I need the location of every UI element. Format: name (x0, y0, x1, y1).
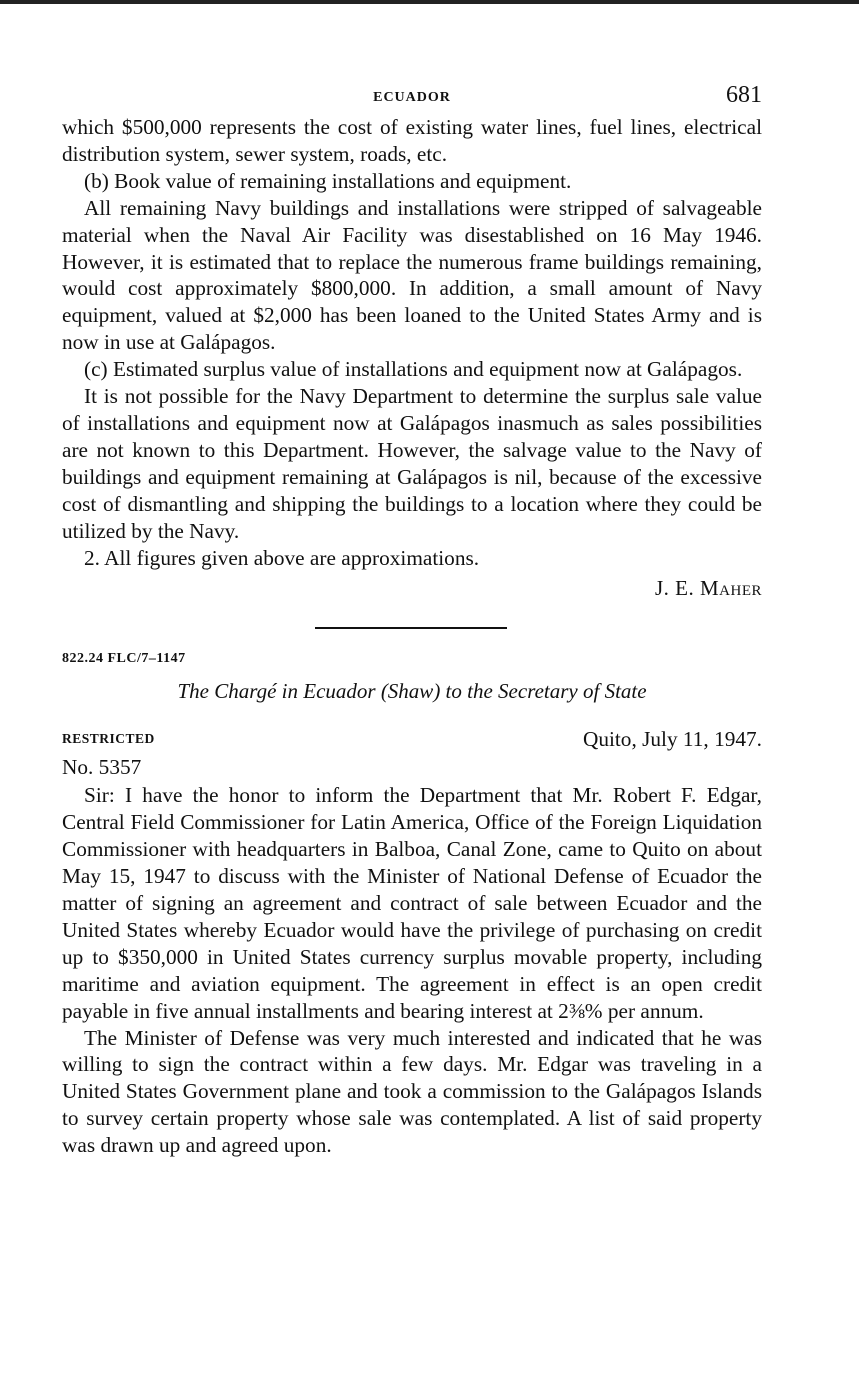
item-b: (b) Book value of remaining installations and equipment. (84, 168, 572, 193)
classification-label: RESTRICTED (62, 731, 155, 747)
section-divider (315, 627, 507, 629)
top-border-line (0, 0, 859, 4)
document-page (62, 80, 762, 1159)
paragraph-surplus-value: It is not possible for the Navy Department to determine the surplus sale value of installations and equipment now at Galápagos inasmuch as sales possibilities are not known to this Department. However, the salvage value to the Navy of buildings and equipment remaining at Galápagos is nil, because of the excessive cost of dismantling and shipping the buildings to a location where they could be utilized by the Navy. (62, 384, 762, 543)
signature-maher: J. E. Maher (654, 576, 762, 601)
document-number: No. 5357 (62, 755, 142, 780)
page-header (62, 80, 762, 114)
running-head: ECUADOR (373, 90, 451, 105)
dateline: Quito, July 11, 1947. (582, 727, 762, 752)
paragraph-sir: Sir: I have the honor to inform the Department that Mr. Robert F. Edgar, Central Field Commissioner for Latin America, Office of the Foreign Liquidation Commissioner with headquarters in Balboa, Canal Zone, came to Quito on about May 15, 1947 to discuss with the Minister of National Defense of Ecuador the matter of signing an agreement and contract of sale between Ecuador and the United States whereby Ecuador would have the privilege of purchasing on credit up to $350,000 in United States currency surplus movable property, including maritime and aviation equipment. The agreement in effect is an open credit payable in five annual installments and bearing interest at 2⅜% per annum. (62, 783, 762, 1023)
paragraph-minister: The Minister of Defense was very much interested and indicated that he was willing to sign the contract within a few days. Mr. Edgar was traveling in a United States Government plane and took a commission to the Galápagos Islands to survey certain property whose sale was contemplated. A list of said property was drawn up and agreed upon. (62, 1025, 762, 1158)
paragraph-continuation: which $500,000 represents the cost of existing water lines, fuel lines, electrical distribution system, sewer system, roads, etc. (62, 115, 762, 166)
item-2: 2. All figures given above are approximations. (84, 545, 480, 570)
page-number: 681 (726, 82, 762, 108)
item-c: (c) Estimated surplus value of installations and equipment now at Galápagos. (84, 357, 743, 382)
file-number: 822.24 FLC/7–1147 (62, 651, 186, 667)
paragraph-navy-buildings: All remaining Navy buildings and installations were stripped of salvageable material when the Naval Air Facility was disestablished on 16 May 1946. However, it is estimated that to replace the numerous frame buildings remaining, would cost approximately $800,000. In addition, a small amount of Navy equipment, valued at $2,000 has been loaned to the United States Army and is now in use at Galápagos. (62, 195, 762, 355)
dateline-row (62, 727, 762, 754)
document-title: The Chargé in Ecuador (Shaw) to the Secretary of State (177, 679, 647, 704)
